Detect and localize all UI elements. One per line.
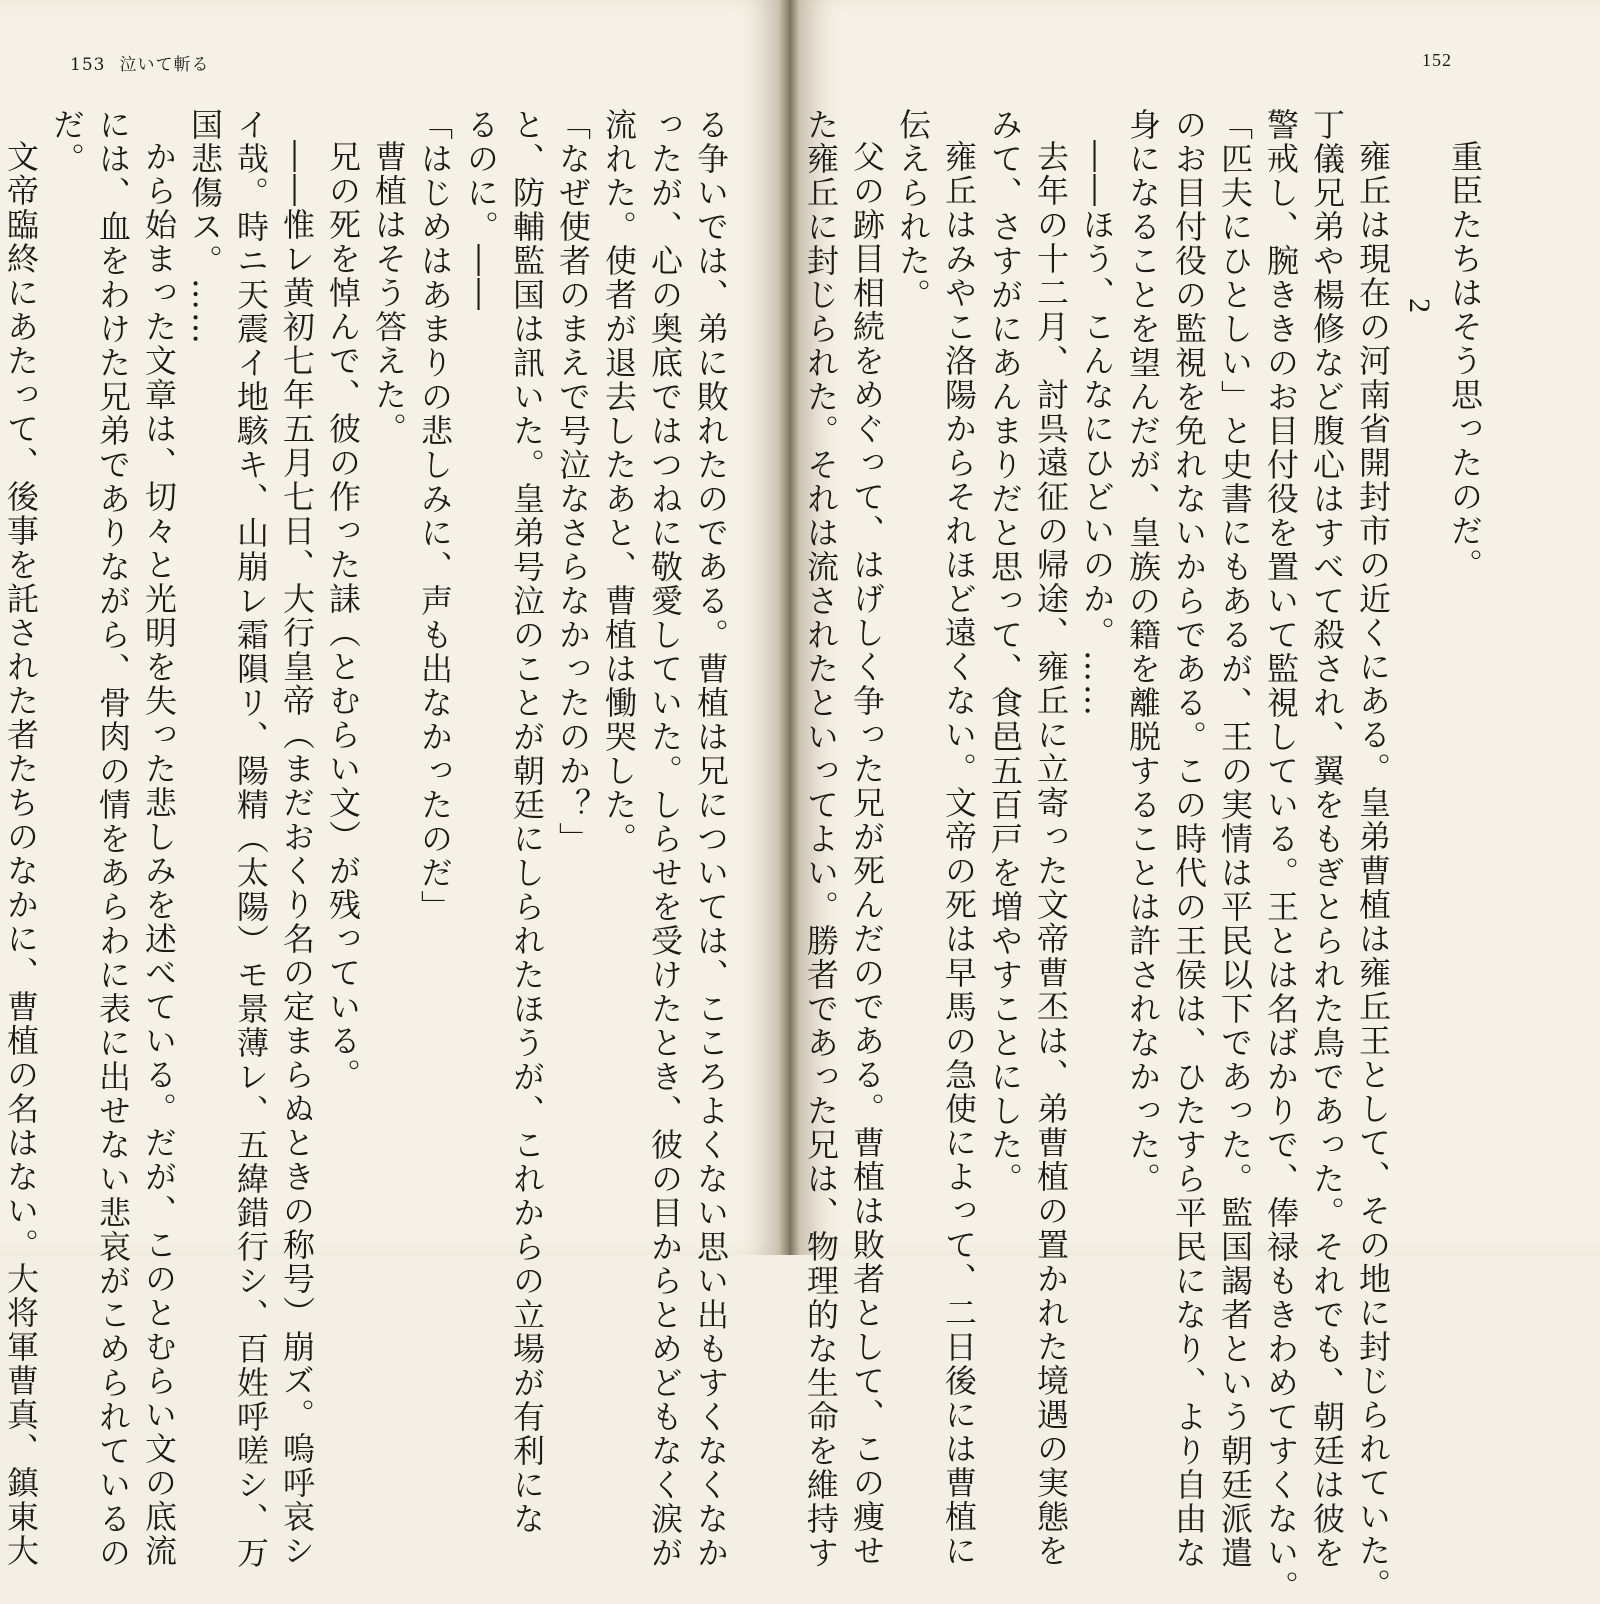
book-gutter xyxy=(778,0,800,1255)
right-page xyxy=(800,0,1600,1604)
left-page-number: 153 xyxy=(70,55,106,75)
left-page xyxy=(0,0,778,1570)
text-line: から始まった文章は、切々と光明を失った悲しみを述べている。だが、このとむらい文の底流 xyxy=(140,140,178,1568)
text-line: る争いでは、弟に敗れたのである。曹植は兄については、こころよくない思い出もすくなくなか xyxy=(692,108,730,1570)
text-line: 去年の十二月、討呉遠征の帰途、雍丘に立寄った文帝曹丕は、弟曹植の置かれた境遇の実態を xyxy=(1032,140,1070,1568)
text-line: 雍丘は現在の河南省開封市の近くにある。皇弟曹植は雍丘王として、その地に封じられていた。 xyxy=(1354,140,1392,1602)
section-number: 2 xyxy=(1403,298,1436,315)
text-line: のお目付役の監視を免れないからである。この時代の王侯は、ひたすら平民になり、より自由な xyxy=(1170,108,1208,1570)
text-line: 重臣たちはそう思ったのだ。 xyxy=(1446,140,1484,582)
text-line: 身になることを望んだが、皇族の籍を離脱することは許されなかった。 xyxy=(1124,108,1162,1196)
text-line: 「匹夫にひとしい」と史書にもあるが、王の実情は平民以下であった。監国謁者という朝廷派遣 xyxy=(1216,108,1254,1570)
left-body-text xyxy=(2,108,734,1570)
text-line: と、防輔監国は訊いた。皇弟号泣のことが朝廷にしられたほうが、これからの立場が有利にな xyxy=(508,108,546,1536)
text-line: 伝えられた。 xyxy=(894,108,932,312)
text-line: 流れた。使者が退去したあと、曹植は慟哭した。 xyxy=(600,108,638,856)
right-body-text xyxy=(802,108,1488,1604)
right-page-number: 152 xyxy=(1422,50,1452,70)
text-line: 兄の死を悼んで、彼の作った誄（とむらい文）が残っている。 xyxy=(324,140,362,1092)
text-line: 父の跡目相続をめぐって、はげしく争った兄が死んだのである。曹植は敗者として、この痩せ xyxy=(848,140,886,1568)
text-line: 警戒し、腕ききのお目付役を置いて監視している。王とは名ばかりで、俸禄もきわめてすくない。 xyxy=(1262,108,1300,1604)
text-line: 「はじめはあまりの悲しみに、声も出なかったのだ」 xyxy=(416,108,454,924)
text-line: イ哉。時ニ天震イ地駭キ、山崩レ霜隕リ、陽精（太陽）モ景薄レ、五緯錯行シ、百姓呼嗟シ、万 xyxy=(232,108,270,1570)
text-line: には、血をわけた兄弟でありながら、骨肉の情をあらわに表に出せない悲哀がこめられているの xyxy=(94,108,132,1570)
text-line: ったが、心の奥底ではつねに敬愛していた。しらせを受けたとき、彼の目からとめどもなく涙が xyxy=(646,108,684,1570)
text-line: 丁儀兄弟や楊修など腹心はすべて殺され、翼をもぎとられた鳥であった。それでも、朝廷は彼を xyxy=(1308,108,1346,1570)
text-line: みて、さすがにあんまりだと思って、食邑五百戸を増やすことにした。 xyxy=(986,108,1024,1196)
text-line: ――惟レ黄初七年五月七日、大行皇帝（まだおくり名の定まらぬときの称号）崩ズ。嗚呼哀シ xyxy=(278,140,316,1568)
text-line: るのに。―― xyxy=(462,108,500,312)
left-running-head xyxy=(70,50,209,75)
text-line: 雍丘はみやこ洛陽からそれほど遠くない。文帝の死は早馬の急使によって、二日後には曹植に xyxy=(940,140,978,1568)
text-line: 「なぜ使者のまえで号泣なさらなかったのか？」 xyxy=(554,108,592,856)
text-line: た雍丘に封じられた。それは流されたといってよい。勝者であった兄は、物理的な生命を維持す xyxy=(802,108,840,1570)
text-line: 文帝臨終にあたって、後事を託された者たちのなかに、曹植の名はない。大将軍曹真、鎮東大 xyxy=(2,140,40,1568)
text-line: だ。 xyxy=(48,108,86,176)
text-line: 曹植はそう答えた。 xyxy=(370,140,408,446)
left-running-title: 泣いて斬る xyxy=(119,55,210,75)
text-line: ――ほう、こんなにひどいのか。…… xyxy=(1078,140,1116,718)
text-line: 国悲傷ス。…… xyxy=(186,108,224,346)
